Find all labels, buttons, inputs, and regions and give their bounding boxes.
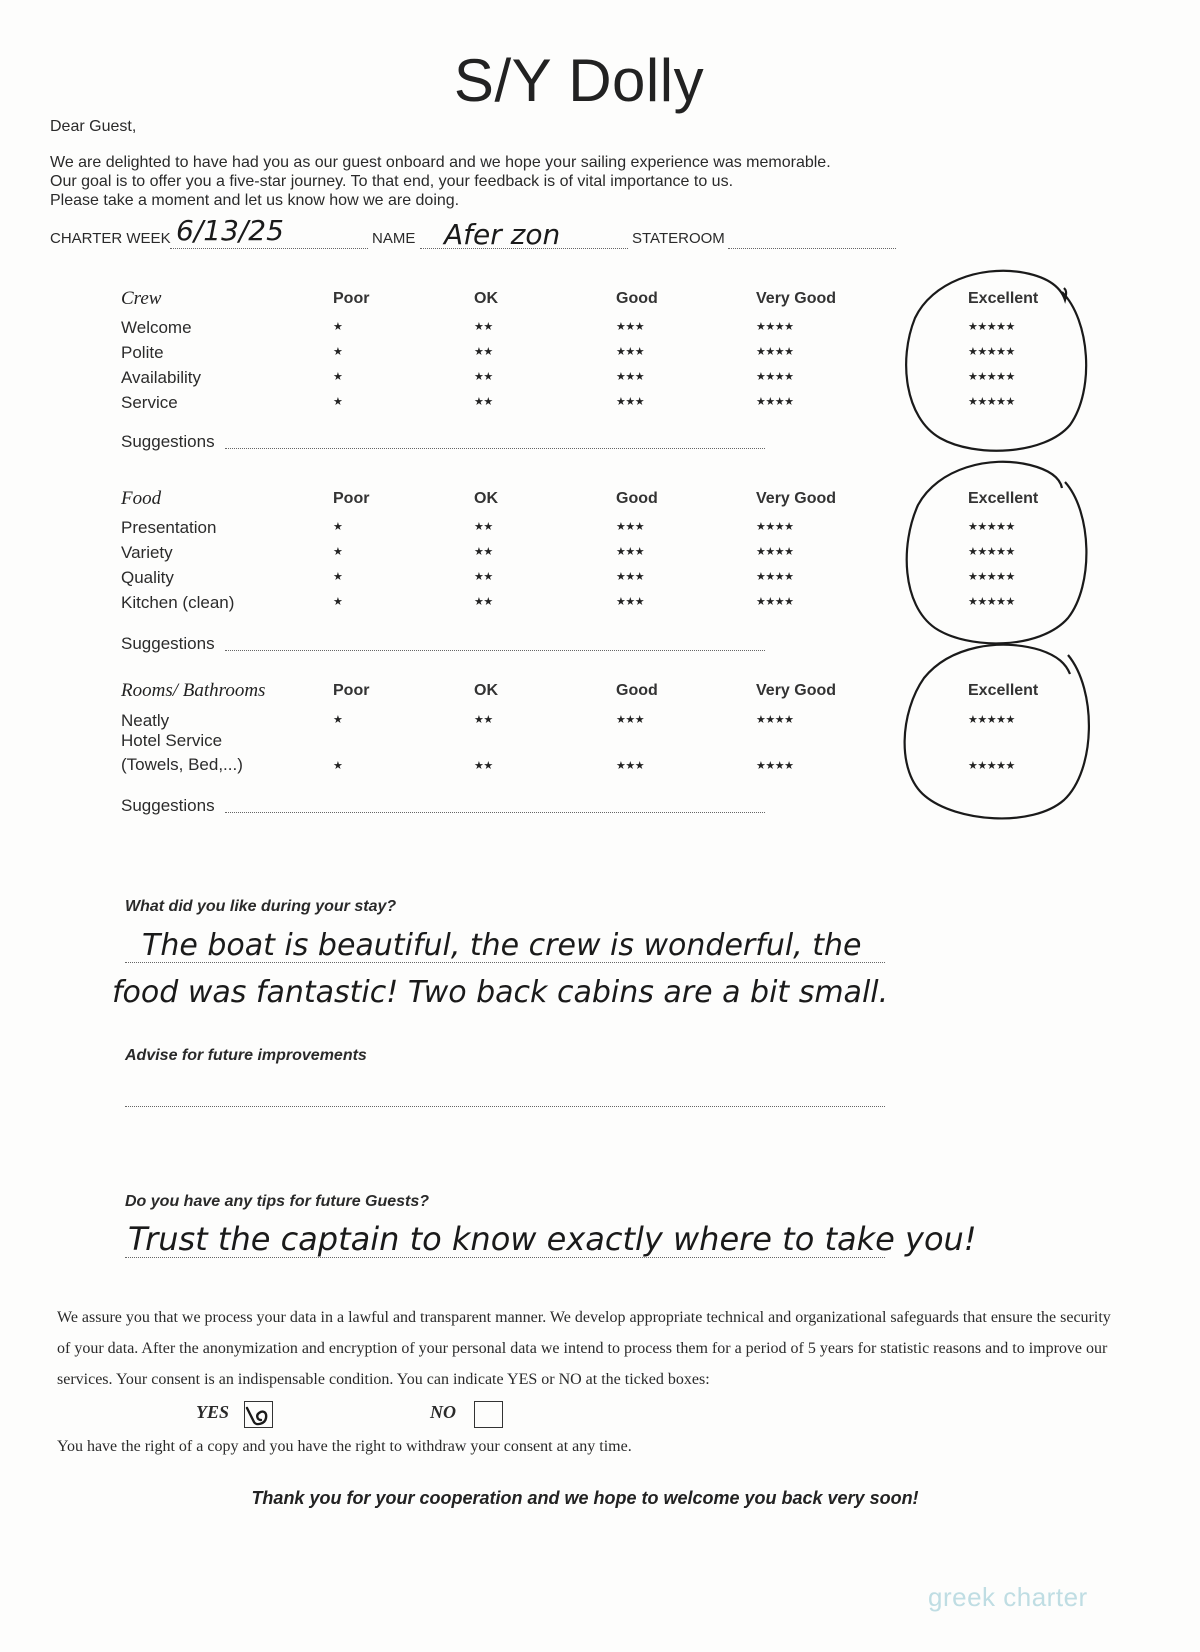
rating-option[interactable]: ★★★★★ xyxy=(968,546,1015,558)
rating-option[interactable]: ★★★★★ xyxy=(968,346,1015,358)
rating-column-header: Good xyxy=(616,290,658,307)
rating-row-label: Service xyxy=(121,393,178,412)
rating-option[interactable]: ★★★ xyxy=(616,396,645,408)
rating-row-label: Hotel Service xyxy=(121,731,223,750)
rating-column-header: Very Good xyxy=(756,490,837,507)
rating-option[interactable]: ★★★★★ xyxy=(968,321,1015,333)
intro-line-3: Please take a moment and let us know how we are doing. xyxy=(50,192,460,209)
rating-column-header: Excellent xyxy=(968,490,1039,507)
rating-row-label: Presentation xyxy=(121,518,217,537)
rating-row-label: Neatly xyxy=(121,711,170,730)
rating-option[interactable]: ★★ xyxy=(474,571,493,583)
yes-checkbox[interactable] xyxy=(244,1401,273,1428)
thank-you-note: Thank you for your cooperation and we hope to welcome you back very soon! xyxy=(251,1488,919,1508)
stateroom-field[interactable] xyxy=(728,248,896,249)
rating-option[interactable]: ★★ xyxy=(474,346,493,358)
rating-option[interactable]: ★★★★ xyxy=(756,760,794,772)
stateroom-label: STATEROOM xyxy=(632,230,725,247)
rating-column-header: Excellent xyxy=(968,290,1039,307)
section-title: Food xyxy=(121,488,162,509)
rating-column-header: Good xyxy=(616,490,658,507)
rating-option[interactable]: ★★ xyxy=(474,546,493,558)
liked-answer-2[interactable]: food was fantastic! Two back cabins are a bit small. xyxy=(112,975,889,1010)
rating-option[interactable]: ★★★ xyxy=(616,596,645,608)
rights-statement: You have the right of a copy and you have the right to withdraw your consent at any time. xyxy=(57,1438,632,1455)
suggestions-label: Suggestions xyxy=(121,432,215,451)
rating-option[interactable]: ★★★★ xyxy=(756,346,794,358)
rating-option[interactable]: ★ xyxy=(333,760,343,772)
charter-week-field[interactable]: 6/13/25 xyxy=(176,214,284,247)
section-title: Rooms/ Bathrooms xyxy=(121,680,266,701)
name-field[interactable]: Afer zon xyxy=(444,218,561,251)
rating-row-label: Polite xyxy=(121,343,164,362)
rating-column-header: Excellent xyxy=(968,682,1039,699)
rating-option[interactable]: ★★★ xyxy=(616,571,645,583)
rating-option[interactable]: ★ xyxy=(333,714,343,726)
rating-option[interactable]: ★ xyxy=(333,571,343,583)
rating-option[interactable]: ★★★★★ xyxy=(968,396,1015,408)
suggestions-field[interactable] xyxy=(225,448,765,449)
rating-option[interactable]: ★★★★ xyxy=(756,521,794,533)
rating-column-header: OK xyxy=(474,490,498,507)
rating-option[interactable]: ★★ xyxy=(474,521,493,533)
rating-option[interactable]: ★★★★ xyxy=(756,396,794,408)
rating-column-header: Very Good xyxy=(756,682,837,699)
rating-option[interactable]: ★ xyxy=(333,396,343,408)
charter-week-line xyxy=(170,248,368,249)
suggestions-field[interactable] xyxy=(225,812,765,813)
yes-label: YES xyxy=(196,1402,230,1422)
rooms-excellent-circle xyxy=(905,645,1089,819)
rating-option[interactable]: ★ xyxy=(333,371,343,383)
rating-row-label: Variety xyxy=(121,543,173,562)
intro-line-2: Our goal is to offer you a five-star journey. To that end, your feedback is of vital importance to us. xyxy=(50,173,734,190)
suggestions-field[interactable] xyxy=(225,650,765,651)
rating-option[interactable]: ★★★★★ xyxy=(968,571,1015,583)
rating-column-header: OK xyxy=(474,290,498,307)
rating-option[interactable]: ★★ xyxy=(474,760,493,772)
charter-week-label: CHARTER WEEK xyxy=(50,230,171,247)
name-label: NAME xyxy=(372,230,416,247)
rating-column-header: Very Good xyxy=(756,290,837,307)
rating-option[interactable]: ★★ xyxy=(474,714,493,726)
rating-option[interactable]: ★★★ xyxy=(616,371,645,383)
rating-option[interactable]: ★★★★ xyxy=(756,714,794,726)
tips-answer[interactable]: Trust the captain to know exactly where to take you! xyxy=(128,1220,977,1258)
rating-option[interactable]: ★★ xyxy=(474,371,493,383)
rating-option[interactable]: ★★ xyxy=(474,321,493,333)
rating-option[interactable]: ★★★★★ xyxy=(968,596,1015,608)
rating-row-label: (Towels, Bed,...) xyxy=(121,755,243,774)
rating-option[interactable]: ★★★★ xyxy=(756,321,794,333)
suggestions-label: Suggestions xyxy=(121,796,215,815)
rating-option[interactable]: ★ xyxy=(333,346,343,358)
rating-option[interactable]: ★★★★★ xyxy=(968,521,1015,533)
rating-option[interactable]: ★★★★★ xyxy=(968,714,1015,726)
rating-option[interactable]: ★★ xyxy=(474,596,493,608)
liked-answer-1[interactable]: The boat is beautiful, the crew is wonderful, the xyxy=(142,928,862,963)
tips-question: Do you have any tips for future Guests? xyxy=(125,1193,430,1210)
rating-row-label: Quality xyxy=(121,568,174,587)
rating-row-label: Availability xyxy=(121,368,202,387)
rating-option[interactable]: ★★★ xyxy=(616,321,645,333)
suggestions-label: Suggestions xyxy=(121,634,215,653)
rating-option[interactable]: ★★★ xyxy=(616,346,645,358)
rating-option[interactable]: ★ xyxy=(333,546,343,558)
check-mark-icon xyxy=(243,1396,273,1426)
rating-option[interactable]: ★★★★ xyxy=(756,546,794,558)
intro-line-1: We are delighted to have had you as our guest onboard and we hope your sailing experience was memorable. xyxy=(50,154,831,171)
improve-question: Advise for future improvements xyxy=(125,1047,367,1064)
no-checkbox[interactable] xyxy=(474,1401,503,1428)
rating-option[interactable]: ★★★★ xyxy=(756,571,794,583)
rating-option[interactable]: ★★ xyxy=(474,396,493,408)
rating-option[interactable]: ★★★ xyxy=(616,714,645,726)
rating-option[interactable]: ★★★★★ xyxy=(968,371,1015,383)
rating-option[interactable]: ★ xyxy=(333,521,343,533)
rating-column-header: Poor xyxy=(333,290,370,307)
improve-answer[interactable] xyxy=(125,1106,885,1107)
rating-column-header: Poor xyxy=(333,682,370,699)
rating-option[interactable]: ★★★★ xyxy=(756,596,794,608)
rating-option[interactable]: ★★★★ xyxy=(756,371,794,383)
rating-row-label: Welcome xyxy=(121,318,192,337)
rating-option[interactable]: ★★★★★ xyxy=(968,760,1015,772)
document-title: S/Y Dolly xyxy=(453,47,705,114)
rating-option[interactable]: ★★★ xyxy=(616,521,645,533)
rating-column-header: OK xyxy=(474,682,498,699)
rating-option[interactable]: ★★★ xyxy=(616,760,645,772)
watermark-logo: greek charter xyxy=(928,1582,1088,1612)
rating-option[interactable]: ★ xyxy=(333,321,343,333)
no-label: NO xyxy=(430,1402,456,1422)
rating-option[interactable]: ★ xyxy=(333,596,343,608)
liked-question: What did you like during your stay? xyxy=(125,898,397,915)
rating-row-label: Kitchen (clean) xyxy=(121,593,235,612)
rating-option[interactable]: ★★★ xyxy=(616,546,645,558)
section-title: Crew xyxy=(121,288,162,309)
greeting: Dear Guest, xyxy=(50,118,137,135)
privacy-statement: We assure you that we process your data in a lawful and transparent manner. We develop appropriate technical and organizational safeguards that ensure the security of your data. After the anonymization and encryption of your personal data we intend to process them for a period of 5 years for statistic reasons and to improve our services. Your consent is an indispensable condition. You can indicate YES or NO at the ticked boxes: xyxy=(57,1309,1111,1388)
rating-column-header: Good xyxy=(616,682,658,699)
rating-column-header: Poor xyxy=(333,490,370,507)
